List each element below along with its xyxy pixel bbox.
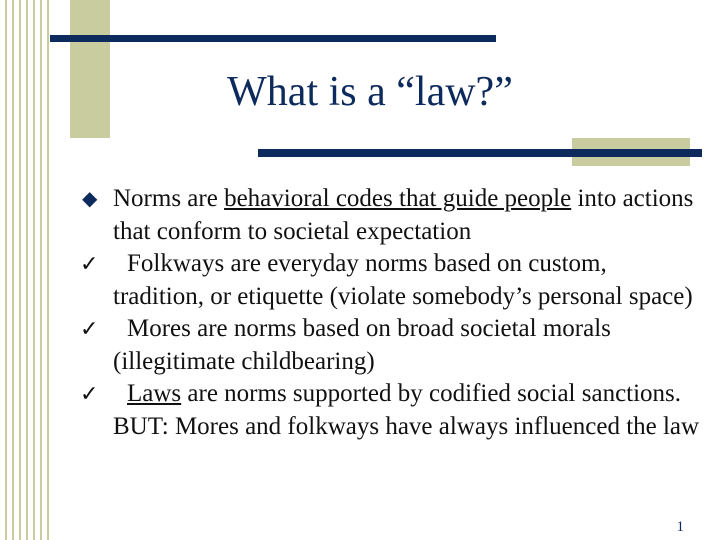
item4-underlined: Laws xyxy=(127,380,182,407)
slide-title: What is a “law?” xyxy=(227,69,513,115)
item3-text: Mores are norms based on broad societal morals (illegitimate childbearing) xyxy=(113,315,611,375)
title-bar-top xyxy=(50,35,496,42)
item2-text: Folkways are everyday norms based on custom, tradition, or etiquette (violate somebody’s personal space) xyxy=(113,250,693,310)
bullet-item-laws xyxy=(80,378,700,443)
bullet-item-norms xyxy=(80,183,700,248)
bullet-item-mores xyxy=(80,313,700,378)
decorative-block-top xyxy=(70,0,110,138)
checkmark-icon: ✓ xyxy=(80,316,99,341)
diamond-bullet-icon: ◆ xyxy=(82,188,98,210)
item1-text-b: into actions that conform to societal expectation xyxy=(113,185,694,245)
checkmark-icon: ✓ xyxy=(80,381,99,406)
item4-text-b: are norms supported by codified social sanctions. BUT: Mores and folkways have always influenced the law xyxy=(113,380,700,440)
slide-body xyxy=(80,183,700,443)
decorative-stripes xyxy=(0,0,50,540)
item1-underlined: behavioral codes that guide people xyxy=(224,185,572,212)
item1-text-a: Norms are xyxy=(113,185,225,212)
bullet-item-folkways xyxy=(80,248,700,313)
title-bar-bottom xyxy=(258,149,702,157)
checkmark-icon: ✓ xyxy=(80,251,99,276)
page-number: 1 xyxy=(676,519,684,535)
